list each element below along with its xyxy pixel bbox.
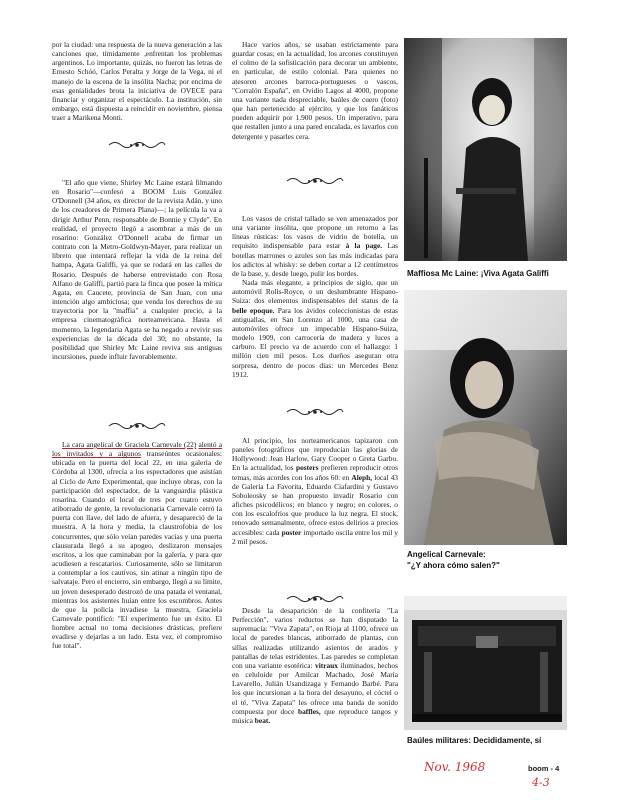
photo-military-trunks bbox=[404, 596, 567, 730]
article-text: prefieren reproducir otros temas, más acordes con los años 60: en bbox=[232, 463, 398, 482]
middle-column-2 bbox=[232, 214, 398, 379]
article-text: iluminados, hechos en celuloide por Amilcar Machado, José María Lavarello, Julián Usandizaga y Fernando Barbé. Para los que incursionan a la hora del desayuno, el cóctel o el té, "Viva Zapata" les ofrece una banda de sonido compuesta por doce bbox=[232, 660, 398, 716]
article-paragraph bbox=[232, 606, 398, 725]
bold-phrase: beat. bbox=[254, 715, 271, 725]
middle-column bbox=[232, 40, 398, 141]
bold-phrase: belle epoque. bbox=[232, 305, 275, 315]
photo-graciela-carnevale bbox=[404, 290, 567, 545]
bold-phrase: poster bbox=[281, 527, 302, 537]
caption-line: Angelical Carnevale: bbox=[407, 550, 486, 559]
underlined-phrase: La cara angelical de Graciela Carnevale (22) bbox=[62, 440, 197, 449]
article-text: Las botellas marrones o azules son las más indicadas para los adictos al whisky: se deben cortar a 12 centímetros de la base, y, desde luego, pulir los bordes. bbox=[232, 241, 398, 278]
page-label: boom - 4 bbox=[528, 764, 560, 773]
bold-phrase: à la page. bbox=[345, 241, 383, 251]
handwritten-number: 4-3 bbox=[532, 776, 550, 789]
article-text: Para los ávidos coleccionistas de estas antiguallas, en San Lorenzo al 1000, una casa de automóviles ofrece un impecable Hispano-Suiza, modelo 1909, con carrocería de madera y luces a carburo. El precio va de acuerdo con el hallazgo: 1 millón cien mil pesos. Los dueños aseguran otra sorpresa, dentro de pocos días: un Mercedes Benz 1912. bbox=[232, 305, 398, 379]
photo-caption bbox=[407, 549, 577, 571]
bold-phrase: baffles, bbox=[297, 706, 321, 716]
article-paragraph bbox=[232, 214, 398, 278]
article-text: Desde la desaparición de la confitería "La Perfección", varios reductos se han disputado la supremacía: "Viva Zapata", en Rioja al 1100, ofrece un local de paredes blancas, atiborrado de plantas, con sillas realizadas utilizando asientos de arados y pantallas de telas estridentes. Las paredes se completan con una variante esotérica: bbox=[232, 606, 398, 670]
left-column-3 bbox=[52, 440, 222, 651]
left-column-2 bbox=[52, 178, 222, 361]
article-text: Al principio, los norteamericanos tapizaron con paneles fotográficos que reproducían las glorias de Hollywood: Jean Harlow, Gary Cooper o Greta Garbo. En la actualidad, los bbox=[232, 436, 398, 473]
article-text: que reproduce tangos y música bbox=[232, 706, 398, 725]
handwritten-date: Nov. 1968 bbox=[424, 760, 486, 774]
photo-caption: Maffiosa Mc Laine: ¡Viva Agata Galiffi bbox=[407, 269, 549, 278]
scroll-ornament-icon bbox=[285, 176, 345, 186]
caption-line: "¿Y ahora cómo salen?" bbox=[407, 561, 500, 570]
scroll-ornament-icon bbox=[107, 421, 167, 431]
article-paragraph bbox=[232, 436, 398, 546]
article-paragraph: por la ciudad: una respuesta de la nueva generación a las canciones que, tímidamente ,enfrentan los problemas argentinos. Lo importante, quizás, no fueron las letras de Ernesto Schóó, Carlos Peralta y Jorge de la Vega, ni el manejo de la escena de la insólita Nacha; por encima de esas genialidades brota la iniciativa de OVECE para financiar y organizar el espectáculo. La institución, sin embargo, está dispuesta a reincidir en noviembre, piensa traer a Marikena Monti. bbox=[52, 40, 222, 123]
photo-caption: Baúles militares: Decididamente, sí bbox=[407, 736, 542, 745]
bold-phrase: vitraux bbox=[315, 660, 338, 670]
left-column bbox=[52, 40, 222, 122]
bold-phrase: posters bbox=[295, 463, 319, 473]
bold-phrase: Aleph, bbox=[351, 472, 373, 482]
article-text: transeúntes ocasionales: ubicada en la puerta del local 22, en una galería de Córdoba al 1300, ofrecía a los espectadores que asistían al Ciclo de Arte Experimental, que incluye obras, con la participación del espectador, de la vanguardia plástica rosarina. Cuando el local de tres por cuatro estuvo atiborrado de gente, la revolucionaria Carnevale cerró la puerta con llave, del lado de afuera, y desapareció de la muestra. A la hora y media, la claustrofobia de los concurrentes, que sólo veían paredes vacías y una puerta clausurada llegó a su apogeo, deslizaron mensajes escritos, a los que caminaban por la galería, y para que acudiesen a rescatarios. Curiosamente, sólo se limitaron a contemplar a los cautivos, sin atinar a ningún tipo de salvataje. Pero el encierro, sin embargo, llegó a su límite, un joven desesperado destrozó de una patada el ventanal, mientras los asistentes huían entre los escombros. Antes de que la policía invadiese la muestra, Graciela Carnevale pontificó: "El experimento fue un éxito. El hombre actual no toma decisiones drásticas, prefiere evadirse y dejarlas a un lado. Esta vez, el compromiso fue total". bbox=[52, 449, 222, 651]
article-paragraph: Hace varios años, se usaban estrictamente para guardar cosas; en la actualidad, los arcones constituyen el colmo de la sofisticación para decorar un ambiente, en particular, de estilo colonial. Para quienes no atesoren arcones barroca-portugueses o vascos, "Corralón España", en Ovidio Lagos al 4000, propone una variante nada despreciable, baúles de cuero (foto) que han pertenecido al ejército, y que los fanáticos pueden adquirir por 1.900 pesos. Un imperativo, para que restallen junto a una pared encalada, es lavarlos con detergente y pasarles cera. bbox=[232, 40, 398, 141]
article-text: local 43 de Galería La Favorita, Eduardo Ciafardini y Gustavo Soboleosky se han propuesto invadir Rosario con afiches psicodélicos; en blanco y negro; en colores, o con los escalofríos que produce la luz negra. El stock, renovado semanalmente, ofrece estos delirios a precios accesibles: cada bbox=[232, 472, 399, 537]
article-text: Nada más elegante, a principios de siglo, que un automóvil Rolls-Royce, o un deslumbrante Hispano-Suiza: dos elementos indispensables del status de la bbox=[232, 278, 398, 306]
article-paragraph bbox=[232, 278, 398, 379]
article-text: importado oscila entre los mil y 2 mil pesos. bbox=[232, 527, 398, 546]
underlined-phrase: alentó a los invitados y a algunos bbox=[52, 440, 222, 459]
scroll-ornament-icon bbox=[285, 594, 345, 604]
article-paragraph bbox=[52, 440, 222, 651]
photo-shirley-mc-laine bbox=[404, 38, 567, 261]
article-paragraph: "El año que viene, Shirley Mc Laine estará filmando en Rosario"—confesó a BOOM Luis González O'Donnell (34 años, ex director de la revista Adán, y uno de los creadores de Primera Plana)—; la película la va a dirigir Arthur Penn, responsable de Bonnie y Clyde". En realidad, el proyecto llegó a asombrar a más de un rosarino: González O'Donnell acaba de firmar un contrato con la Metro-Goldwyn-Mayer, para realizar un libreto que intentará reflejar la vida de la reina del hampa, Agata Galiffi, ya que se rodará en las calles de Rosario. Después de haberse entrevistado con Rosa Alfano de Galiffi, partió para la finca que posee la mítica Agata, en Caucete, provincia de San Juan, con una intención algo ambiciosa; que venda los derechos de su trayectoria por la "maffia" a cualquier precio, a la empresa cinematográfica norteamericana. Hasta el momento, la legendaria Agata se ha negado a revivir sus experiencias de la década del 30; no obstante, la posibilidad que Shirley Mc Laine reviva sus antiguas incursiones, puede influir favorablemente. bbox=[52, 178, 222, 361]
article-text: Los vasos de cristal tallado se ven amenazados por una variante insólita, que propone un retorno a las líneas rústicas: los vasos de vidrio de botella, un requisito indispensable para estar bbox=[232, 214, 398, 251]
scroll-ornament-icon bbox=[107, 140, 167, 150]
middle-column-4 bbox=[232, 606, 398, 725]
scroll-ornament-icon bbox=[285, 407, 345, 417]
middle-column-3 bbox=[232, 436, 398, 546]
